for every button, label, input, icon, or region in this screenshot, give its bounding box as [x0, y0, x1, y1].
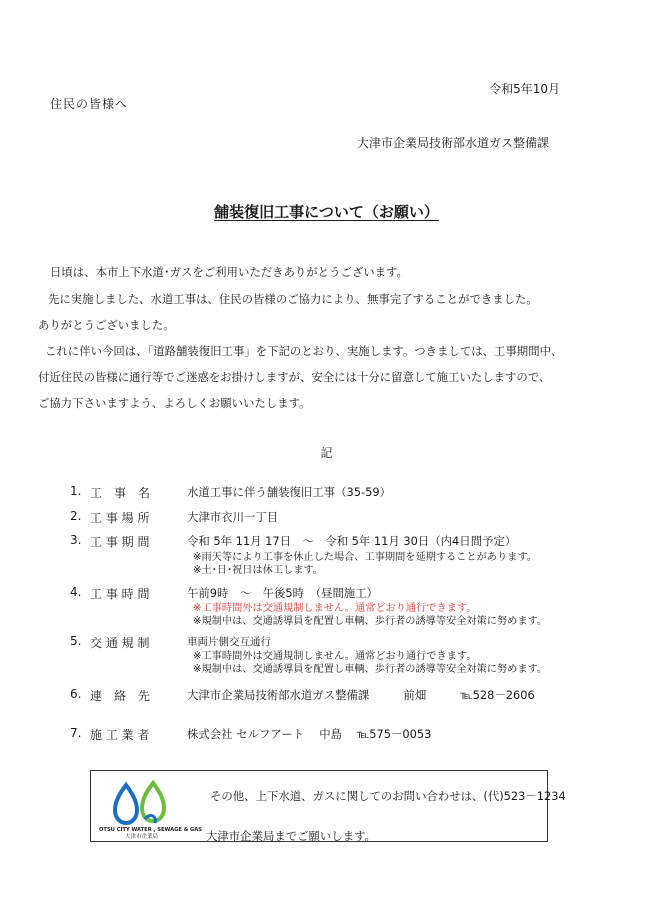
item-number: 2.: [70, 509, 82, 523]
item-number: 4.: [70, 585, 82, 599]
item-note: ※規制中は、交通誘導員を配置し車輌、歩行者の誘導等安全対策に努めます。: [193, 616, 548, 627]
paragraph-line: 先に実施しました、水道工事は、住民の皆様のご協力により、無事完了することができました。: [48, 292, 538, 306]
inquiry-text: その他、上下水道、ガスに関してのお問い合わせは、(代)523－1234: [210, 789, 566, 803]
paragraph-line: 日頃は、本市上下水道･ガスをご利用いただきありがとうございます。: [50, 265, 408, 279]
item-number: 5.: [70, 634, 82, 648]
otsu-enterprise-logo: [93, 775, 203, 840]
svg-text:大津市企業局: 大津市企業局: [125, 834, 159, 840]
paragraph-line: ありがとうございました。: [38, 318, 175, 332]
document-date: 令和5年10月: [489, 82, 560, 96]
item-label: 工 事 名: [90, 486, 151, 500]
item-number: 1.: [70, 484, 82, 498]
item-number: 7.: [70, 726, 82, 740]
water-drops-icon: [93, 775, 203, 840]
item-number: 3.: [70, 533, 82, 547]
item-value: 水道工事に伴う舗装復旧工事（35-59）: [187, 485, 391, 499]
item-label: 工 事 時 間: [90, 587, 150, 601]
item-value: 大津市企業局技術部水道ガス整備課 前畑 ℡528－2606: [187, 688, 535, 702]
item-note: ※雨天等により工事を休止した場合、工事期間を延期することがあります。: [193, 552, 537, 563]
recipient: 住民の皆様へ: [50, 97, 129, 111]
item-note-warning: ※工事時間外は交通規制しません。通常どおり通行できます。: [193, 603, 477, 614]
svg-text:OTSU CITY WATER , SEWAGE & GAS: OTSU CITY WATER , SEWAGE & GAS: [99, 827, 203, 833]
item-value: 令和 5年 11月 17日 ～ 令和 5年 11月 30日（内4日間予定）: [187, 534, 517, 548]
contact-box: [90, 770, 566, 843]
item-label: 工 事 場 所: [90, 511, 150, 525]
document-title: 舗装復旧工事について（お願い）: [214, 203, 439, 221]
item-value: 車両片側交互通行: [187, 636, 271, 648]
inquiry-request-text: 大津市企業局までご願いします。: [206, 829, 376, 843]
item-label: 施 工 業 者: [90, 728, 150, 742]
sender: 大津市企業局技術部水道ガス整備課: [356, 136, 549, 150]
paragraph-line: ご協力下さいますよう、よろしくお願いいたします。: [38, 396, 311, 410]
item-label: 工 事 期 間: [90, 535, 150, 549]
item-note: ※工事時間外は交通規制しません。通常どおり通行できます。: [193, 651, 477, 662]
item-note: ※規制中は、交通誘導員を配置し車輌、歩行者の誘導等安全対策に努めます。: [193, 664, 548, 675]
ki-heading: 記: [320, 446, 333, 460]
item-value: 午前9時 ～ 午後5時 （昼間施工）: [187, 586, 379, 600]
item-note: ※土･日･祝日は休工します。: [193, 565, 323, 576]
item-value: 株式会社 セルフアート 中島 ℡575－0053: [187, 727, 432, 741]
item-number: 6.: [70, 687, 82, 701]
item-value: 大津市衣川一丁目: [187, 510, 279, 524]
paragraph-line: 付近住民の皆様に通行等でご迷惑をお掛けしますが、安全には十分に留意して施工いたしますので、: [38, 370, 551, 384]
item-label: 連 絡 先: [90, 689, 151, 703]
item-label: 交 通 規 制: [90, 636, 150, 650]
paragraph-line: これに伴い今回は、「道路舗装復旧工事」を下記のとおり、実施します。つきましては、工事期間中、: [45, 344, 563, 358]
